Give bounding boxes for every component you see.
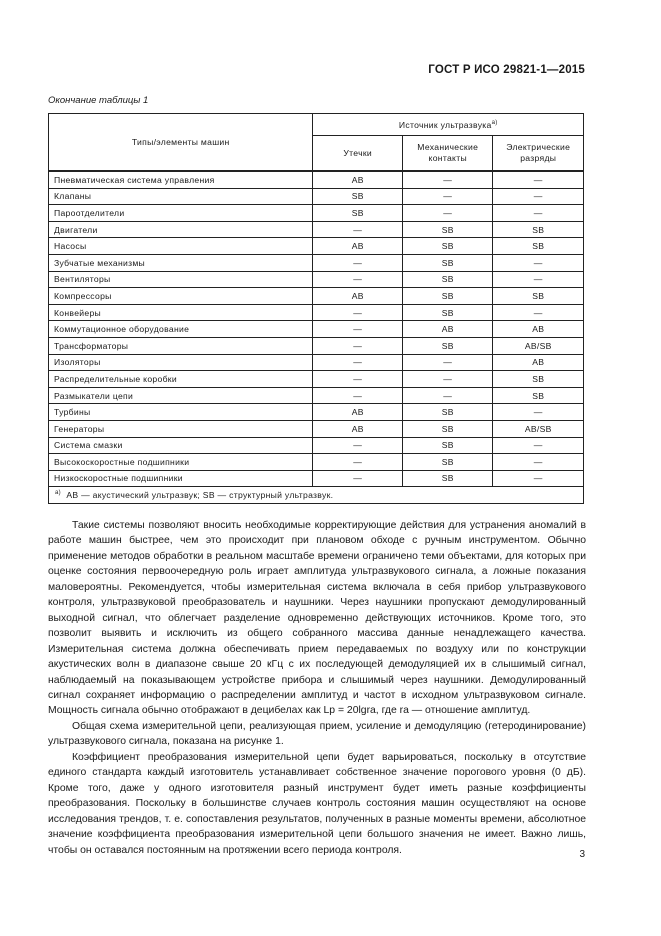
table-row (49, 420, 584, 437)
machine-type-cell: Зубчатые механизмы (49, 254, 313, 271)
table-row (49, 337, 584, 354)
table-row (49, 188, 584, 205)
leaks-cell: — (313, 321, 403, 338)
leaks-cell: SB (313, 188, 403, 205)
electric-discharges-cell: SB (493, 371, 584, 388)
page-number: 3 (579, 849, 585, 860)
mech-contacts-cell: SB (403, 271, 493, 288)
mech-contacts-cell: SB (403, 420, 493, 437)
table-row (49, 387, 584, 404)
electric-discharges-cell: — (493, 470, 584, 487)
leaks-cell: AB (313, 238, 403, 255)
leaks-cell: AB (313, 171, 403, 188)
electric-discharges-cell: — (493, 188, 584, 205)
leaks-cell: — (313, 454, 403, 471)
table-row (49, 254, 584, 271)
leaks-cell: — (313, 271, 403, 288)
footnote-ref: а) (491, 120, 498, 127)
machine-type-cell: Двигатели (49, 221, 313, 238)
electric-discharges-cell: AB/SB (493, 420, 584, 437)
electric-discharges-cell: — (493, 304, 584, 321)
electric-discharges-cell: — (493, 271, 584, 288)
table-row (49, 454, 584, 471)
table-caption: Окончание таблицы 1 (48, 95, 149, 106)
mech-contacts-cell: SB (403, 404, 493, 421)
machine-type-cell: Система смазки (49, 437, 313, 454)
leaks-cell: — (313, 254, 403, 271)
col-header-ultrasound-source: Источник ультразвука$^{а)}$ (313, 114, 584, 136)
machine-type-cell: Пароотделители (49, 205, 313, 222)
table-footnote (49, 487, 584, 504)
machine-type-cell: Изоляторы (49, 354, 313, 371)
machine-type-cell: Трансформаторы (49, 337, 313, 354)
ultrasound-sources-table (48, 113, 584, 504)
mech-contacts-cell: SB (403, 221, 493, 238)
machine-type-cell: Коммутационное оборудование (49, 321, 313, 338)
body-text (48, 518, 586, 858)
table-row (49, 354, 584, 371)
mech-contacts-cell: SB (403, 437, 493, 454)
table-row (49, 238, 584, 255)
footnote-text: АВ — акустический ультразвук; SB — структурный ультразвук. (66, 490, 334, 501)
col-header-mech-contacts: Механические контакты (403, 136, 493, 172)
col-header-machine-types: Типы/элементы машин (49, 114, 313, 172)
leaks-cell: — (313, 354, 403, 371)
electric-discharges-cell: — (493, 205, 584, 222)
leaks-cell: SB (313, 205, 403, 222)
leaks-cell: — (313, 371, 403, 388)
electric-discharges-cell: — (493, 171, 584, 188)
electric-discharges-cell: SB (493, 238, 584, 255)
machine-type-cell: Генераторы (49, 420, 313, 437)
table-row (49, 221, 584, 238)
electric-discharges-cell: AB (493, 321, 584, 338)
mech-contacts-cell: — (403, 387, 493, 404)
leaks-cell: AB (313, 288, 403, 305)
mech-contacts-cell: AB (403, 321, 493, 338)
leaks-cell: — (313, 437, 403, 454)
table-row (49, 321, 584, 338)
leaks-cell: — (313, 304, 403, 321)
machine-type-cell: Клапаны (49, 188, 313, 205)
electric-discharges-cell: SB (493, 221, 584, 238)
mech-contacts-cell: — (403, 171, 493, 188)
mech-contacts-cell: SB (403, 470, 493, 487)
electric-discharges-cell: — (493, 254, 584, 271)
machine-type-cell: Низкоскоростные подшипники (49, 470, 313, 487)
machine-type-cell: Насосы (49, 238, 313, 255)
machine-type-cell: Пневматическая система управления (49, 171, 313, 188)
mech-contacts-cell: SB (403, 337, 493, 354)
document-id-header: ГОСТ Р ИСО 29821-1—2015 (428, 64, 585, 76)
leaks-cell: — (313, 221, 403, 238)
machine-type-cell: Высокоскоростные подшипники (49, 454, 313, 471)
electric-discharges-cell: SB (493, 387, 584, 404)
machine-type-cell: Вентиляторы (49, 271, 313, 288)
leaks-cell: — (313, 337, 403, 354)
table-row (49, 271, 584, 288)
machine-type-cell: Компрессоры (49, 288, 313, 305)
mech-contacts-cell: SB (403, 304, 493, 321)
col-header-electric-discharges: Электрические разряды (493, 136, 584, 172)
machine-type-cell: Размыкатели цепи (49, 387, 313, 404)
table-row (49, 371, 584, 388)
leaks-cell: AB (313, 404, 403, 421)
electric-discharges-cell: AB/SB (493, 337, 584, 354)
leaks-cell: AB (313, 420, 403, 437)
paragraph: Общая схема измерительной цепи, реализующая прием, усиление и демодуляцию (гетеродинирование) ультразвукового сигнала, показана на рисунке 1. (48, 720, 586, 748)
mech-contacts-cell: SB (403, 454, 493, 471)
table-row (49, 171, 584, 188)
table-row (49, 470, 584, 487)
mech-contacts-cell: — (403, 188, 493, 205)
mech-contacts-cell: — (403, 205, 493, 222)
machine-type-cell: Турбины (49, 404, 313, 421)
electric-discharges-cell: — (493, 454, 584, 471)
mech-contacts-cell: — (403, 371, 493, 388)
leaks-cell: — (313, 470, 403, 487)
paragraph: Такие системы позволяют вносить необходимые корректирующие действия для устранения аномалий в работе машин быстрее, чем это происходит при плановом обходе с ручным инструментом. Обычно применение методов обработки в реальном масштабе времени ограничено теми объектами, для которых при оценке состояния первоочередную роль играет амплитуда ультразвукового сигнала, а ложные показания маловероятны. Рекомендуется, чтобы измерительная система включала в себя прибор ультразвукового контроля, ультразвуковой преобразователь и наушники. Через наушники пропускают демодулированный выходной сигнал, что облегчает разделение одновременно действующих источников. Кроме того, это позволит выявить и исключить из общего собранного массива данные ненадлежащего качества. Измерительная система должна обеспечивать прием передаваемых по воздуху или по конструкции акустических волн в диапазоне свыше 20 кГц с их последующей демодуляцией их в слышимый сигнал, наблюдаемый на показывающем устройстве прибора и слышимый через наушники. Демодулированный сигнал сохраняет информацию о распределении амплитуд и частот в исходном ультразвуковом сигнале. Мощность сигнала обычно отображают в децибелах как Lp = 20lgra, где ra — отношение амплитуд. (48, 520, 586, 717)
electric-discharges-cell: — (493, 437, 584, 454)
paragraph: Коэффициент преобразования измерительной цепи будет варьироваться, поскольку в отсутствие единого стандарта каждый изготовитель устанавливает собственное значение порогового уровня (0 дБ). Кроме того, даже у одного изготовителя разный инструмент будет иметь разные коэффициенты преобразования. Поскольку в большинстве случаев контроль состояния машин осуществляют на основе исследования трендов, т. е. сопоставления результатов, полученных в разные моменты времени, абсолютное значение коэффициента преобразования измерительной цепи большого значения не имеет. Важно лишь, чтобы он оставался постоянным на протяжении всего периода контроля. (48, 751, 586, 856)
machine-type-cell: Конвейеры (49, 304, 313, 321)
table-row (49, 304, 584, 321)
mech-contacts-cell: SB (403, 238, 493, 255)
electric-discharges-cell: — (493, 404, 584, 421)
electric-discharges-cell: AB (493, 354, 584, 371)
table-row (49, 404, 584, 421)
col-header-leaks: Утечки (313, 136, 403, 172)
footnote-mark: а) (55, 490, 61, 497)
table-row (49, 205, 584, 222)
table-row (49, 288, 584, 305)
table-row (49, 437, 584, 454)
electric-discharges-cell: SB (493, 288, 584, 305)
mech-contacts-cell: SB (403, 288, 493, 305)
mech-contacts-cell: — (403, 354, 493, 371)
leaks-cell: — (313, 387, 403, 404)
mech-contacts-cell: SB (403, 254, 493, 271)
machine-type-cell: Распределительные коробки (49, 371, 313, 388)
